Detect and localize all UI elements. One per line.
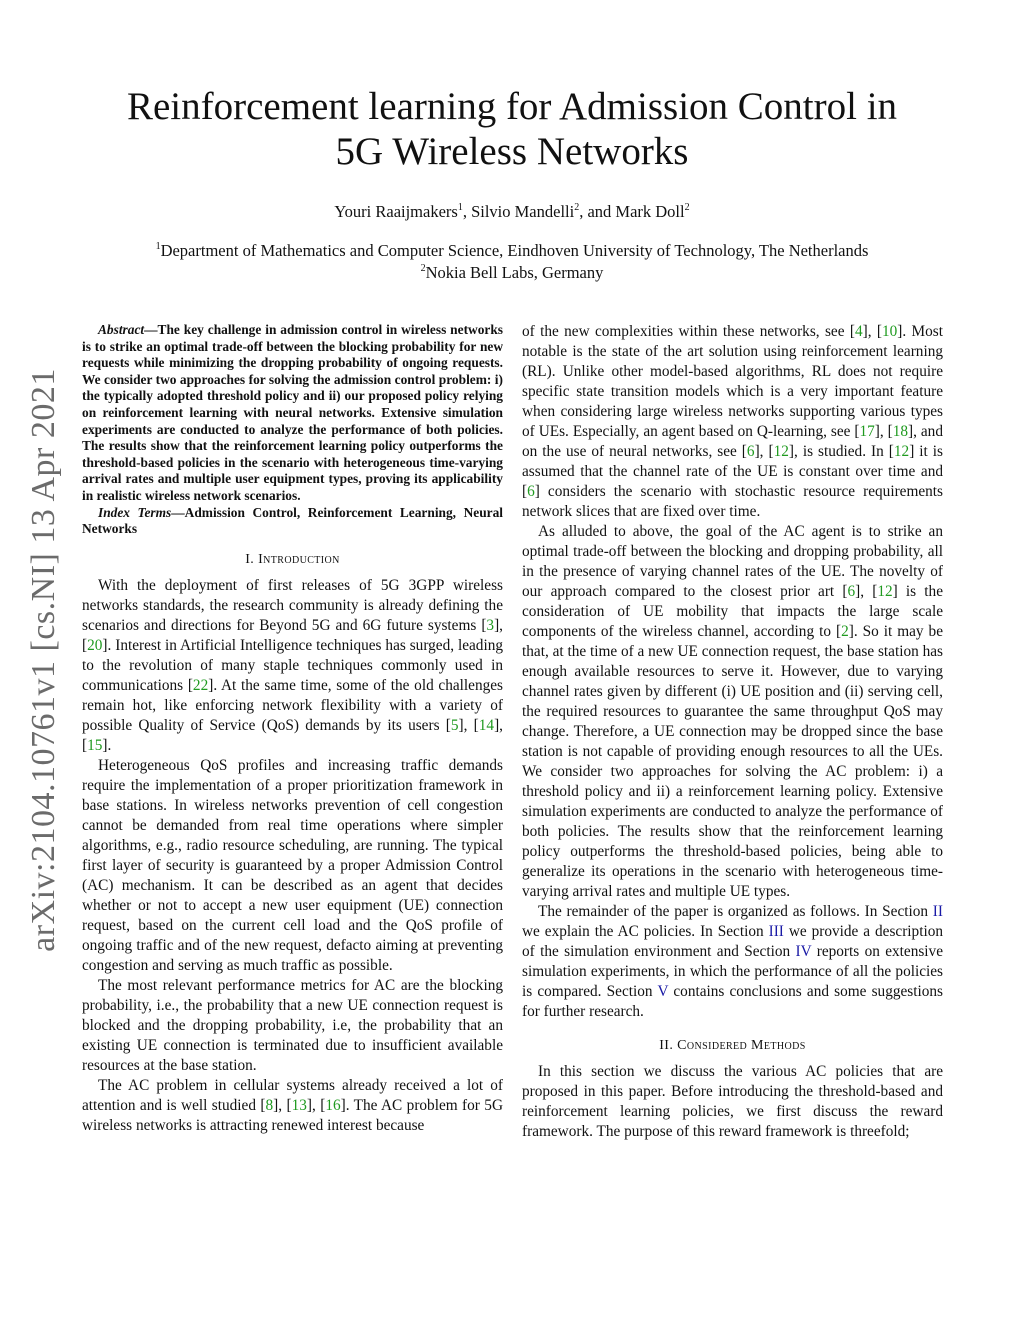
affiliation-1: [80, 240, 944, 262]
citation-link[interactable]: 20: [87, 636, 103, 654]
section-heading-considered-methods: II. Considered Methods: [659, 1038, 806, 1053]
section-reference-link[interactable]: II: [932, 903, 943, 920]
affil-marker: 2: [684, 202, 690, 213]
text-run: ].: [102, 736, 112, 754]
section-reference-link[interactable]: IV: [795, 943, 812, 960]
paragraph: The most relevant performance metrics for AC are the blocking probability, i.e., the probability that a new UE connection request is blocked and the dropping probability, i.e, the probability that an existing UE connection is terminated due to insufficient available resources at the base station.: [82, 976, 503, 1074]
citation-link[interactable]: 2: [841, 623, 849, 640]
text-run: With the deployment of first releases of 5G 3GPP wireless networks standards, the research community is already defining the scenarios and directions for Beyond 5G and 6G future systems [: [82, 576, 503, 634]
abstract: [82, 322, 503, 505]
text-run: ] is the consideration of UE mobility that impacts the large scale components of the wireless channel, according to [: [522, 583, 943, 640]
text-run: ], [: [855, 583, 878, 600]
text-run: reports on extensive simulation experiments, in which the performance of all the policies is compared. Section: [522, 943, 943, 1000]
abstract-label: Abstract: [98, 322, 145, 337]
affil-marker: 1: [457, 202, 463, 213]
abstract-body: —The key challenge in admission control in wireless networks is to strike an optimal trade-off between the blocking probability for new requests while minimizing the dropping probability of ongoing requests. We consider two approaches for solving the admission control problem: i) the typically adopted threshold policy and ii) our proposed policy relying on reinforcement learning with neural networks. Extensive simulation experiments are conducted to analyze the performance of both policies. The results show that the reinforcement learning policy outperforms the threshold-based policies in the scenario with heterogeneous time-varying arrival rates and multiple user equipment types, proving its applicability in realistic wireless network scenarios.: [82, 322, 503, 503]
text-run: ], [: [874, 423, 893, 440]
text-run: ], [: [754, 443, 774, 460]
arxiv-stamp-text: arXiv:2104.10761v1 [cs.NI] 13 Apr 2021: [25, 368, 63, 952]
affiliation-2: [80, 262, 944, 284]
text-run: As alluded to above, the goal of the AC agent is to strike an optimal trade-off between the blocking and dropping probability, all in the presence of varying channel rates of the UE. The novelty of our approach compared to the closest prior art [: [522, 523, 943, 600]
citation-link[interactable]: 22: [192, 676, 209, 694]
index-terms: [82, 505, 503, 538]
affiliations: [80, 240, 944, 284]
author-doll: , and Mark Doll: [579, 202, 685, 221]
citation-link[interactable]: 12: [877, 583, 893, 600]
text-run: ]. The AC problem for 5G wireless networks is attracting renewed interest because: [82, 1096, 503, 1134]
citation-link[interactable]: 16: [325, 1096, 341, 1114]
text-run: ]. So it may be that, at the time of a new UE connection request, the base station has enough available resources to serve it. However, due to varying channel rates given by different (i) UE position and (ii) serving cell, the required resources to guarantee the same throughput QoS may change. Therefore, a UE connection may be dropped since the base station is not capable of providing enough resources to all the UEs. We consider two approaches for solving the AC problem: i) a threshold policy and ii) a reinforcement learning policy. Extensive simulation experiments are conducted to analyze the performance of both policies. The results show that the reinforcement learning policy outperforms the threshold-based policies, being able to generalize its operations in the scenario with heterogeneous time-varying arrival rates and multiple UE types.: [522, 623, 944, 900]
citation-link[interactable]: 6: [527, 483, 535, 500]
paragraph: [522, 322, 943, 522]
citation-link[interactable]: 17: [859, 423, 875, 440]
paragraph: [522, 902, 943, 1022]
title-line-2: 5G Wireless Networks: [335, 130, 689, 173]
section-heading-introduction: I. Introduction: [245, 551, 340, 567]
citation-link[interactable]: 10: [881, 323, 898, 340]
paragraph: [82, 576, 503, 756]
paragraph: [82, 1076, 503, 1136]
text-run: ], [: [82, 716, 503, 754]
text-run: The remainder of the paper is organized as follows. In Section: [538, 903, 933, 920]
text-run: ]. Most notable is the state of the art solution using reinforcement learning (RL). Unlike other model-based algorithms, RL does not require specific state transition models which is a very important feature when considering large wireless networks supporting various types of UEs. Especially, an agent based on Q-learning, see [: [522, 323, 944, 440]
text-run: ] considers the scenario with stochastic resource requirements network slices that are fixed over time.: [522, 483, 943, 520]
text-run: we explain the AC policies. In Section: [522, 923, 769, 940]
text-run: ] it is assumed that the channel rate of the UE is constant over time and [: [522, 443, 943, 500]
affiliation-text: Nokia Bell Labs, Germany: [425, 263, 604, 282]
affil-marker: 2: [574, 202, 580, 213]
text-run: contains conclusions and some suggestions for further research.: [522, 983, 943, 1020]
text-run: we provide a description of the simulation environment and Section: [522, 923, 943, 960]
title-line-1: Reinforcement learning for Admission Control in: [126, 85, 898, 128]
paragraph: In this section we discuss the various AC policies that are proposed in this paper. Before introducing the threshold-based and reinforcement learning policies, we first discuss the reward framework. The purpose of this reward framework is threefold;: [522, 1063, 943, 1140]
text-run: The AC problem in cellular systems already received a lot of attention and is well studied [: [82, 1076, 503, 1114]
citation-link[interactable]: 15: [87, 736, 103, 754]
text-run: ], and on the use of neural networks, see [: [522, 423, 943, 460]
paragraph: Heterogeneous QoS profiles and increasing traffic demands require the implementation of a proper prioritization framework in base stations. In wireless networks prevention of cell congestion cannot be demanded from real time operations where simpler algorithms, e.g., radio resource scheduling, are running. The typical first layer of security is guaranteed by a proper Admission Control (AC) mechanism. It can be described as an agent that decides whether or not to accept a new user equipment (UE) connection request, based on the current cell load and the QoS profile of ongoing traffic and of the new request, defacto aiming at preventing congestion and serving as much traffic as possible.: [82, 756, 503, 974]
left-column: [82, 322, 503, 1136]
text-run: ]. At the same time, some of the old challenges remain hot, like enforcing network flexibility with a variety of possible Quality of Service (QoS) demands by its users [: [82, 676, 503, 734]
author-mandelli: , Silvio Mandelli: [462, 202, 575, 221]
citation-link[interactable]: 8: [265, 1096, 274, 1114]
section-reference-link[interactable]: III: [768, 923, 784, 940]
text-run: ], [: [862, 323, 882, 340]
text-run: of the new complexities within these networks, see [: [522, 323, 855, 340]
affiliation-text: Department of Mathematics and Computer Science, Eindhoven University of Technology, The Netherlands: [160, 241, 869, 260]
arxiv-stamp: [24, 370, 64, 950]
index-terms-body: —Admission Control, Reinforcement Learning, Neural Networks: [82, 504, 503, 537]
citation-link[interactable]: 4: [854, 323, 863, 340]
citation-link[interactable]: 12: [893, 443, 910, 460]
paper-title: [80, 84, 944, 174]
text-run: ], [: [306, 1096, 326, 1114]
citation-link[interactable]: 14: [478, 716, 495, 734]
text-run: ], [: [458, 716, 479, 734]
affil-marker: 2: [420, 263, 426, 274]
citation-link[interactable]: 6: [746, 443, 755, 460]
citation-link[interactable]: 6: [847, 583, 856, 600]
citation-link[interactable]: 3: [486, 616, 495, 634]
right-column: [522, 322, 943, 1142]
text-run: ], [: [273, 1096, 292, 1114]
author-list: [80, 201, 944, 223]
affil-marker: 1: [155, 241, 161, 252]
author-raaijmakers: Youri Raaijmakers: [334, 202, 458, 221]
text-run: ], [: [82, 616, 503, 654]
citation-link[interactable]: 13: [291, 1096, 307, 1114]
text-run: ]. Interest in Artificial Intelligence techniques has surged, leading to the revolution of many staple techniques commonly used in communications [: [82, 636, 503, 694]
text-run: ], is studied. In [: [788, 443, 894, 460]
index-terms-label: Index Terms: [98, 504, 172, 520]
section-reference-link[interactable]: V: [657, 983, 669, 1000]
citation-link[interactable]: 12: [773, 443, 789, 460]
citation-link[interactable]: 18: [892, 423, 909, 440]
citation-link[interactable]: 5: [450, 716, 459, 734]
paragraph: [522, 522, 943, 902]
